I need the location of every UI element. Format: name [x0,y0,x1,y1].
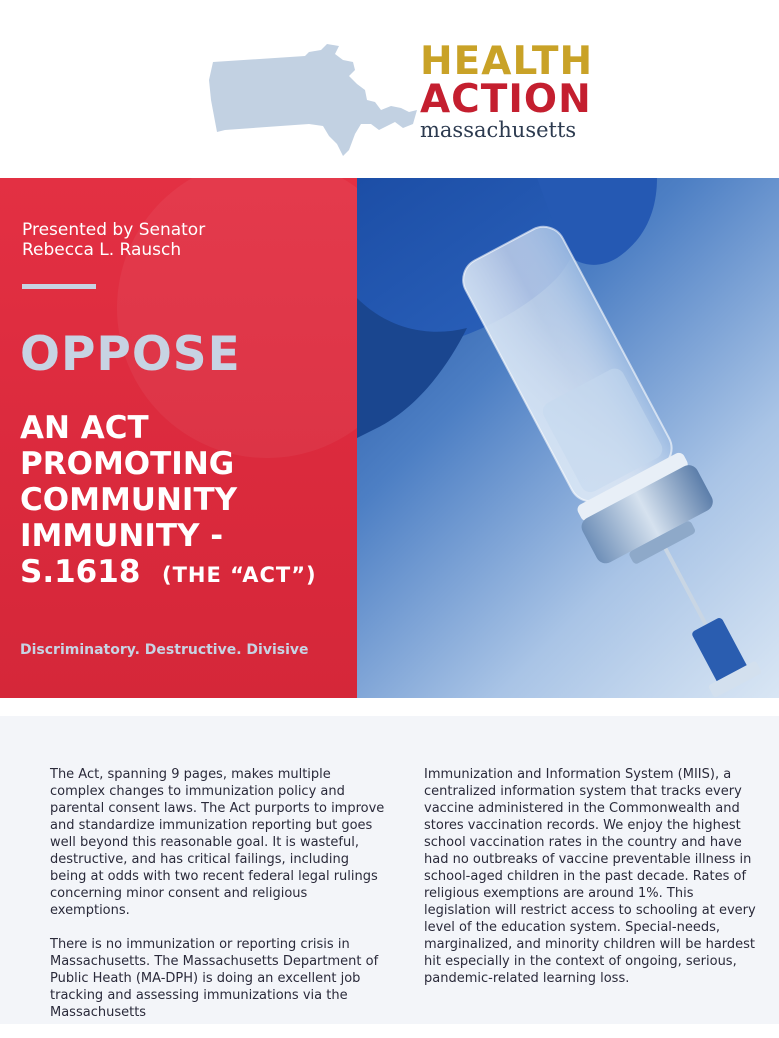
hero-panel [0,178,357,698]
oppose-heading: OPPOSE [20,327,241,382]
body-section [0,716,779,1024]
act-title-line-3: COMMUNITY [20,482,238,518]
act-title-line-2: PROMOTING [20,446,235,482]
logo-health-text: HEALTH [420,39,594,84]
header [0,0,779,178]
vaccine-photo [357,178,779,698]
massachusetts-map-icon [205,40,420,158]
right-column [424,766,759,1004]
vaccine-vial-icon [357,178,779,698]
right-paragraph-1: Immunization and Information System (MIIS), a centralized information system that tracks every vaccine administered in the Commonwealth and stores vaccination records. We enjoy the highest school vaccination rates in the country and have had no outbreaks of vaccine preventable illness in school-aged children in the past decade. Rates of religious exemptions are around 1%. This legislation will restrict access to schooling at every level of the education system. Special-needs, marginalized, and minority children will be hardest hit especially in the context of ongoing, serious, pandemic-related learning loss. [424,767,756,986]
left-paragraph-2: There is no immunization or reporting crisis in Massachusetts. The Massachusetts Department of Public Heath (MA-DPH) is doing an excellent job tracking and assessing immunizations via the Massachusetts [50,937,379,1020]
act-title-line-5 [20,554,350,593]
presented-line-2: Rebecca L. Rausch [22,240,182,260]
act-title-line-4: IMMUNITY - [20,518,224,554]
tagline: Discriminatory. Destructive. Divisive [20,642,309,658]
divider-rule [22,284,96,289]
left-column [50,766,385,1038]
bill-number: S.1618 [20,554,141,590]
logo-action-text: ACTION [420,77,592,122]
bill-short-name: (THE “ACT”) [161,563,317,587]
left-paragraph-1: The Act, spanning 9 pages, makes multiple complex changes to immunization policy and parental consent laws. The Act purports to improve and standardize immunization reporting but goes well beyond this reasonable goal. It is wasteful, destructive, and has critical failings, including being at odds with two recent federal legal rulings concerning minor consent and religious exemptions. [50,767,385,918]
health-action-logo [420,39,620,142]
presented-by [22,220,342,260]
act-title [20,410,350,593]
act-title-line-1: AN ACT [20,410,149,446]
logo-massachusetts-text: massachusetts [420,118,577,142]
presented-line-1: Presented by Senator [22,220,206,240]
